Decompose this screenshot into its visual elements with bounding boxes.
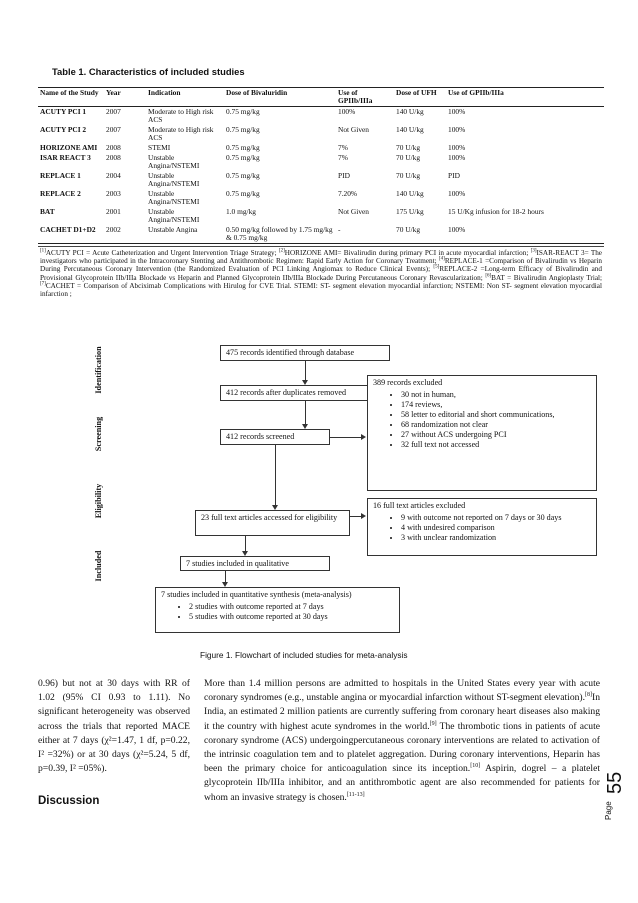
page-label: Page [604, 801, 613, 820]
table-row [38, 225, 604, 244]
footnote-text: REPLACE-2 =Long-term Efficacy of Bivalirudin and Provisional Glycoprotein IIb/IIIa Blockade vs Heparin and Planned Glycoprotein IIb/IIIa Blockade During Percutaneous Coronary Revascularization; [40, 265, 602, 282]
box-after-duplicates: 412 records after duplicates removed [220, 385, 390, 401]
table-cell: 100% [448, 225, 466, 234]
quantitative-title: 7 studies included in quantitative synthesis (meta-analysis) [161, 590, 352, 599]
table-cell-study-name: ISAR REACT 3 [40, 153, 91, 162]
table-cell-study-name: BAT [40, 207, 55, 216]
table-cell: 1.0 mg/kg [226, 207, 256, 216]
connector [245, 536, 246, 552]
fulltext-excluded-list [373, 513, 591, 543]
page-number: 55 [604, 771, 626, 794]
sentence: The thrombotic tions in patients of acute coronary syndrome (ACS) undergoingpercutaneous coronary interventions are related to activation of the intrinsic coagulation tem and to platelet aggregation. During coronary interventions, Heparin has been the primary choice for anticoagulation since its inception. [204, 720, 600, 775]
header-name: Name of the Study [40, 88, 99, 97]
box-qualitative: 7 studies included in qualitative [180, 556, 330, 571]
header-use-gpiib-2: Use of GPIIb/IIIa [448, 88, 504, 97]
quantitative-list [161, 602, 394, 622]
left-column [38, 677, 190, 809]
table-cell: 2008 [106, 143, 121, 152]
table-cell: STEMI [148, 143, 171, 152]
table-cell: 100% [448, 107, 466, 116]
table-cell: 0.75 mg/kg [226, 143, 260, 152]
header-indication: Indication [148, 88, 181, 97]
table-cell: 7% [338, 143, 348, 152]
table-cell: 0.50 mg/kg followed by 1.75 mg/kg & 0.75 mg/kg [226, 225, 333, 242]
table-cell: Moderate to High risk ACS [148, 107, 214, 124]
list-item: • 2 studies with outcome reported at 7 days [189, 602, 394, 612]
footnote-text: ISAR-REACT 3= The investigators who participated in the Intracoronary Stenting and Antithrombotic Regimen: Rapid Early Action for Coronary Treatment; [40, 249, 602, 266]
table-cell: 2007 [106, 125, 121, 134]
discussion-paragraph [204, 677, 600, 805]
citation: [11-13] [346, 791, 365, 798]
table-cell: 100% [448, 189, 466, 198]
results-paragraph: 0.96) but not at 30 days with RR of 1.02 (95% CI 0.93 to 1.11). No significant heterogeneity was observed across the trials that reported MACE either at 7 days (χ²=1.47, 1 df, p=0.22, I² =32%) or at 30 days (χ²=5.24, 5 df, p=0.39, I² =05%). [38, 678, 190, 775]
table-cell-study-name: ACUTY PCI 2 [40, 125, 87, 134]
discussion-heading: Discussion [38, 795, 100, 808]
table-cell: 70 U/kg [396, 153, 421, 162]
stage-screening: Screening [94, 416, 103, 452]
table-cell: Moderate to High risk ACS [148, 125, 214, 142]
stage-included: Included [94, 550, 103, 582]
table-cell: Unstable Angina [148, 225, 198, 234]
list-item: • 3 with unclear randomization [401, 533, 591, 543]
table-row [38, 207, 604, 225]
list-item: • 9 with outcome not reported on 7 days or 30 days [401, 513, 591, 523]
table-header-row [38, 88, 604, 107]
table-cell-study-name: REPLACE 1 [40, 171, 81, 180]
arrow-right-icon [361, 513, 366, 519]
header-dose-bivaluridin: Dose of Bivaluridin [226, 88, 288, 97]
connector [305, 361, 306, 381]
table-row [38, 107, 604, 126]
table-cell: 100% [448, 143, 466, 152]
arrow-right-icon [361, 434, 366, 440]
table-row [38, 125, 604, 143]
table-cell-study-name: HORIZONE AMI [40, 143, 98, 152]
footnote-ref: [4] [438, 256, 445, 262]
box-quantitative [155, 587, 400, 633]
table-cell: 15 U/Kg infusion for 18-2 hours [448, 207, 544, 216]
connector [305, 401, 306, 425]
table-cell: 2002 [106, 225, 121, 234]
characteristics-table [38, 87, 604, 244]
table-cell: 100% [448, 125, 466, 134]
table-cell: Not Given [338, 125, 369, 134]
footnote-ref: [5] [433, 265, 440, 271]
stage-eligibility: Eligibility [94, 483, 103, 519]
sentence: Aspirin, dogrel – a platelet glycoprotein IIb/IIIa inhibitor, and an antithrombotic agent are also recommended for patients for whom an invasive strategy is chosen. [204, 763, 600, 803]
table-cell: 140 U/kg [396, 107, 424, 116]
footnote-ref: [6] [485, 273, 492, 279]
box-assessed: 23 full text articles accessed for eligibility [195, 510, 350, 536]
table-title: Table 1. Characteristics of included studies [52, 66, 245, 77]
list-item: • 32 full text not accessed [401, 440, 591, 450]
table-cell: 2007 [106, 107, 121, 116]
table-cell: 2004 [106, 171, 121, 180]
table-cell: Unstable Angina/NSTEMI [148, 153, 200, 170]
table-cell: 0.75 mg/kg [226, 171, 260, 180]
list-item: • 27 without ACS undergoing PCI [401, 430, 591, 440]
list-item: • 4 with undesired comparison [401, 523, 591, 533]
header-use-gpiib-1: Use of GPIIb/IIIa [338, 88, 373, 105]
table-cell: 100% [448, 153, 466, 162]
table-cell: Unstable Angina/NSTEMI [148, 189, 200, 206]
box-screened: 412 records screened [220, 429, 330, 445]
table-row [38, 189, 604, 207]
list-item: • 174 reviews, [401, 400, 591, 410]
table-cell: PID [448, 171, 460, 180]
sentence: More than 1.4 million persons are admitted to hospitals in the United States every year with acute coronary syndromes (e.g., unstable angina or myocardial infarction without ST-segment elevation). [204, 678, 600, 704]
table-1 [38, 66, 604, 300]
connector [275, 445, 276, 506]
figure-caption: Figure 1. Flowchart of included studies for meta-analysis [200, 650, 408, 660]
table-cell: 2008 [106, 153, 121, 162]
citation: [8] [585, 692, 592, 699]
footnote-text: ACUTY PCI = Acute Catheterization and Urgent Intervention Triage Strategy; [45, 249, 279, 257]
table-cell: 2001 [106, 207, 121, 216]
footnote-text: CACHET = Comparison of Abciximab Complications with Hirulog for CVE Trial. STEMI: ST- segment elevation myocardial infarction; NSTEMI: Non ST- segment elevation myocardial infarction ; [40, 281, 602, 299]
sentence: In India, an estimated 2 million patients are currently suffering from coronary heart diseases also making it the country with highest acute syndromes in the world. [204, 692, 600, 732]
table-row [38, 143, 604, 153]
table-cell: 70 U/kg [396, 143, 421, 152]
table-cell-study-name: REPLACE 2 [40, 189, 81, 198]
footnote-text: REPLACE-1 =Comparison of Bivalirudin vs Heparin During Percutaneous Coronary Intervention (the Randomized Evaluation of PCI Linking Angiomax to Reduce Clinical Events); [40, 257, 602, 274]
box-identified: 475 records identified through database [220, 345, 390, 361]
list-item: • 30 not in human, [401, 390, 591, 400]
table-cell: 70 U/kg [396, 225, 421, 234]
table-cell: 7% [338, 153, 348, 162]
table-cell: Unstable Angina/NSTEMI [148, 171, 200, 188]
table-cell: 0.75 mg/kg [226, 125, 260, 134]
table-cell-study-name: ACUTY PCI 1 [40, 107, 87, 116]
list-item: • 68 randomization not clear [401, 420, 591, 430]
citation: [9] [429, 720, 437, 727]
table-cell: 7.20% [338, 189, 358, 198]
excluded-list [373, 390, 591, 450]
table-cell: Not Given [338, 207, 369, 216]
table-cell: PID [338, 171, 350, 180]
footnote-ref: [3] [530, 248, 537, 254]
list-item: • 58 letter to editorial and short communications, [401, 410, 591, 420]
footnote-text: BAT = Bivalirudin Angioplasty Trial; [491, 273, 602, 282]
table-body [38, 107, 604, 244]
box-records-excluded [367, 375, 597, 491]
stage-identification: Identification [94, 346, 103, 394]
table-cell: 2003 [106, 189, 121, 198]
footnote-ref: [1] [40, 248, 46, 254]
table-cell: 0.75 mg/kg [226, 107, 260, 116]
prisma-flowchart [95, 330, 600, 660]
right-column [204, 677, 600, 805]
header-year: Year [106, 88, 121, 97]
table-cell-study-name: CACHET D1+D2 [40, 225, 96, 234]
table-footnotes [38, 246, 604, 300]
table-row [38, 171, 604, 189]
table-cell: 0.75 mg/kg [226, 153, 260, 162]
table-cell: 175 U/kg [396, 207, 424, 216]
list-item: • 5 studies with outcome reported at 30 days [189, 612, 394, 622]
table-cell: 70 U/kg [396, 171, 421, 180]
table-cell: 140 U/kg [396, 125, 424, 134]
box-fulltext-excluded [367, 498, 597, 556]
table-cell: 140 U/kg [396, 189, 424, 198]
table-cell: 0.75 mg/kg [226, 189, 260, 198]
header-dose-ufh: Dose of UFH [396, 88, 437, 97]
table-cell: Unstable Angina/NSTEMI [148, 207, 200, 224]
footnote-text: HORIZONE AMI= Bivalirudin during primary PCI in acute myocardial infarction; [284, 249, 531, 257]
table-cell: 100% [338, 107, 356, 116]
table-row [38, 153, 604, 171]
footnote-ref: [2] [278, 248, 285, 254]
footnote-ref: [7] [40, 281, 46, 287]
connector [330, 437, 362, 438]
citation: [10] [470, 763, 481, 770]
excluded-title: 389 records excluded [373, 378, 443, 387]
table-cell: - [338, 225, 341, 234]
fulltext-excluded-title: 16 full text articles excluded [373, 501, 466, 510]
